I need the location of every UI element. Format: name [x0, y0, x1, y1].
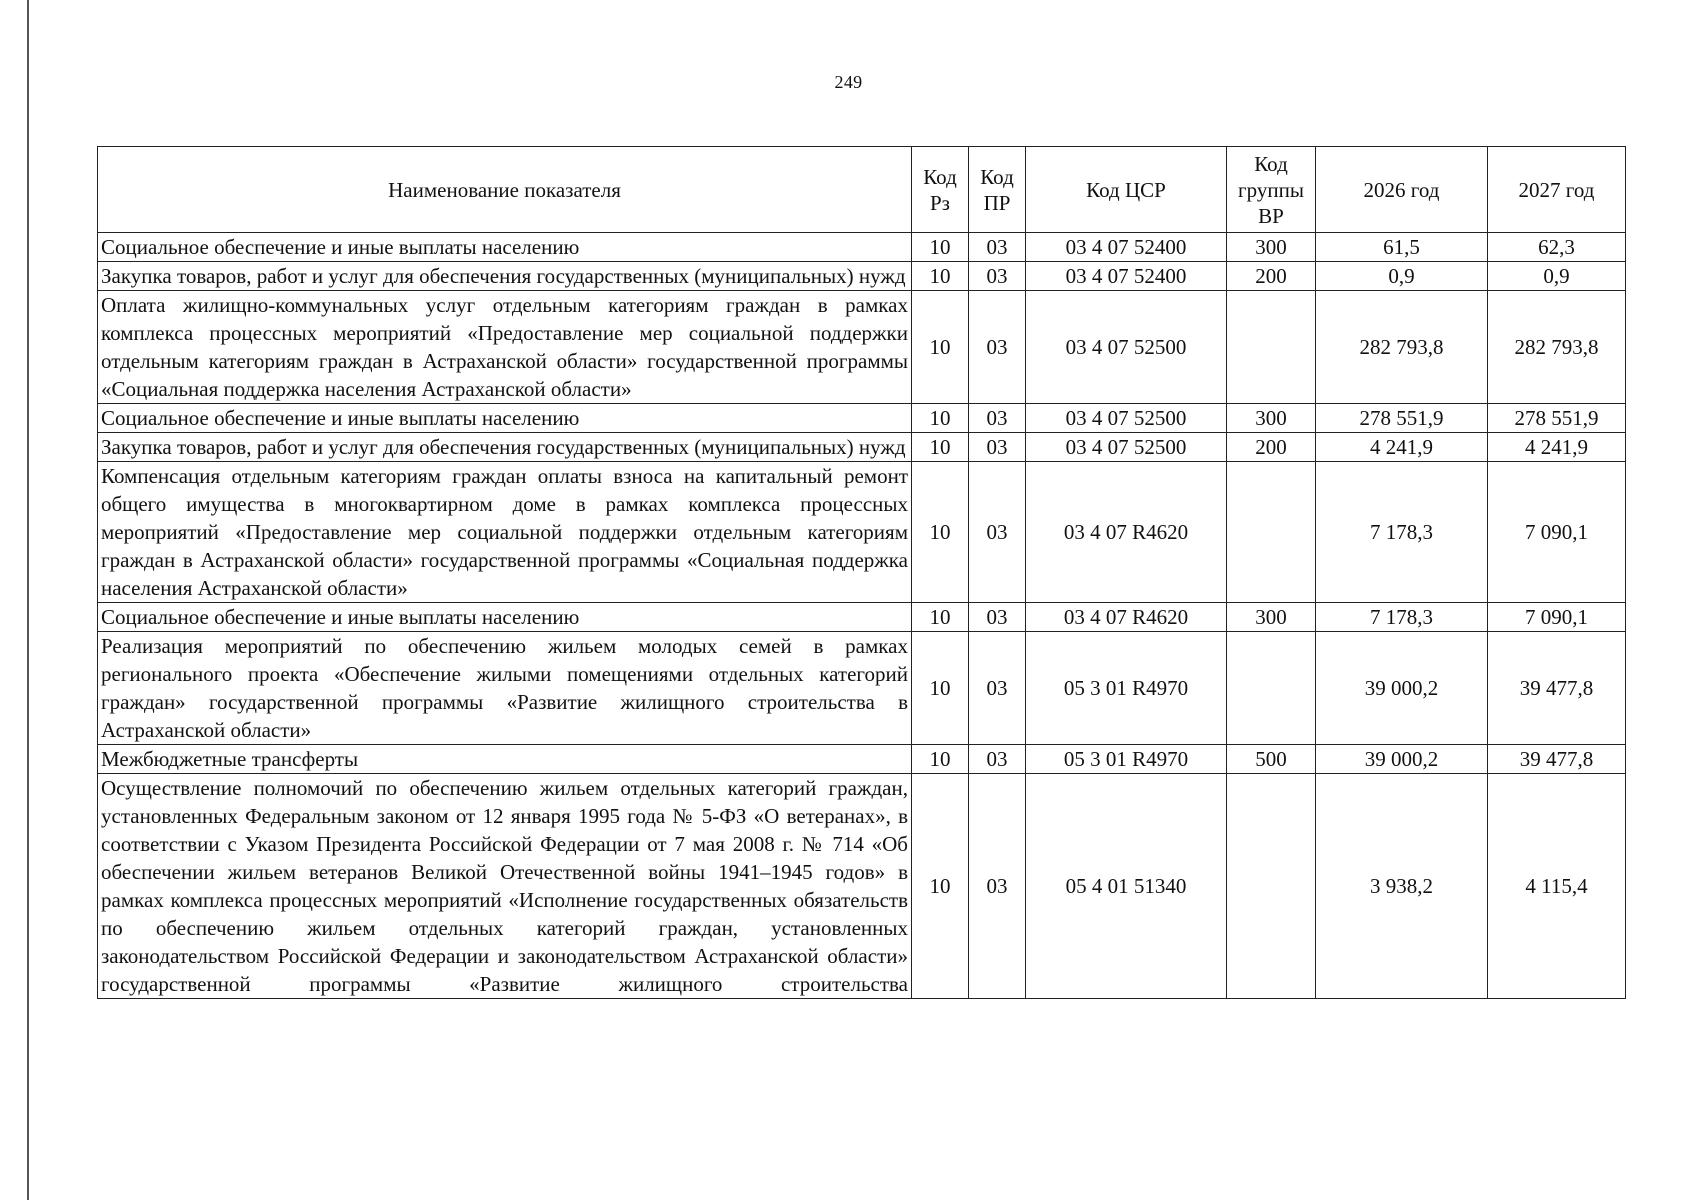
table-row	[98, 262, 1626, 291]
row-pr: 03	[969, 404, 1026, 433]
table-row	[98, 404, 1626, 433]
row-vr	[1227, 774, 1316, 999]
row-csr: 05 3 01 R4970	[1026, 632, 1227, 745]
row-name: Социальное обеспечение и иные выплаты населению	[98, 603, 912, 632]
table-row	[98, 632, 1626, 745]
row-vr: 500	[1227, 745, 1316, 774]
row-2026: 61,5	[1316, 233, 1488, 262]
row-vr	[1227, 632, 1316, 745]
budget-table	[97, 146, 1626, 999]
row-rz: 10	[912, 774, 969, 999]
row-2026: 282 793,8	[1316, 291, 1488, 404]
row-rz: 10	[912, 262, 969, 291]
row-2026: 39 000,2	[1316, 745, 1488, 774]
row-2026: 39 000,2	[1316, 632, 1488, 745]
header-pr: Код ПР	[969, 147, 1026, 233]
row-name: Межбюджетные трансферты	[98, 745, 912, 774]
row-rz: 10	[912, 462, 969, 603]
table-row	[98, 603, 1626, 632]
row-name: Оплата жилищно-коммунальных услуг отдельным категориям граждан в рамках комплекса процессных мероприятий «Предоставление мер социальной поддержки отдельным категориям граждан в Астраханской области» государственной программы «Социальная поддержка населения Астраханской области»	[98, 291, 912, 404]
row-rz: 10	[912, 745, 969, 774]
row-2026: 0,9	[1316, 262, 1488, 291]
row-vr	[1227, 462, 1316, 603]
header-rz: Код Рз	[912, 147, 969, 233]
row-csr: 03 4 07 R4620	[1026, 603, 1227, 632]
row-name: Социальное обеспечение и иные выплаты населению	[98, 233, 912, 262]
row-2027: 7 090,1	[1488, 462, 1626, 603]
row-2027: 62,3	[1488, 233, 1626, 262]
table-row	[98, 433, 1626, 462]
row-pr: 03	[969, 262, 1026, 291]
page-number: 249	[834, 72, 863, 92]
row-csr: 05 3 01 R4970	[1026, 745, 1227, 774]
row-csr: 03 4 07 52400	[1026, 262, 1227, 291]
row-rz: 10	[912, 433, 969, 462]
header-2027: 2027 год	[1488, 147, 1626, 233]
row-2027: 4 241,9	[1488, 433, 1626, 462]
row-2026: 4 241,9	[1316, 433, 1488, 462]
row-name: Закупка товаров, работ и услуг для обеспечения государственных (муниципальных) нужд	[98, 433, 912, 462]
row-csr: 03 4 07 52500	[1026, 291, 1227, 404]
row-vr: 200	[1227, 262, 1316, 291]
row-rz: 10	[912, 603, 969, 632]
row-pr: 03	[969, 433, 1026, 462]
row-2027: 282 793,8	[1488, 291, 1626, 404]
header-2026: 2026 год	[1316, 147, 1488, 233]
row-2026: 3 938,2	[1316, 774, 1488, 999]
header-vr: Код группы ВР	[1227, 147, 1316, 233]
row-rz: 10	[912, 404, 969, 433]
row-csr: 03 4 07 52500	[1026, 404, 1227, 433]
row-name: Осуществление полномочий по обеспечению жильем отдельных категорий граждан, установленных Федеральным законом от 12 января 1995 года № 5-ФЗ «О ветеранах», в соответствии с Указом Президента Российской Федерации от 7 мая 2008 г. № 714 «Об обеспечении жильем ветеранов Великой Отечественной войны 1941–1945 годов» в рамках комплекса процессных мероприятий «Исполнение государственных обязательств по обеспечению жильем отдельных категорий граждан, установленных законодательством Российской Федерации и законодательством Астраханской области» государственной программы «Развитие жилищного строительства	[98, 774, 912, 999]
row-csr: 03 4 07 52400	[1026, 233, 1227, 262]
row-pr: 03	[969, 745, 1026, 774]
table-row	[98, 774, 1626, 999]
row-csr: 05 4 01 51340	[1026, 774, 1227, 999]
row-name: Реализация мероприятий по обеспечению жильем молодых семей в рамках регионального проекта «Обеспечение жилыми помещениями отдельных категорий граждан» государственной программы «Развитие жилищного строительства в Астраханской области»	[98, 632, 912, 745]
row-pr: 03	[969, 603, 1026, 632]
row-2026: 7 178,3	[1316, 603, 1488, 632]
row-2027: 39 477,8	[1488, 745, 1626, 774]
table-row	[98, 745, 1626, 774]
row-name: Компенсация отдельным категориям граждан оплаты взноса на капитальный ремонт общего имущества в многоквартирном доме в рамках комплекса процессных мероприятий «Предоставление мер социальной поддержки отдельным категориям граждан в Астраханской области» государственной программы «Социальная поддержка населения Астраханской области»	[98, 462, 912, 603]
binding-margin-line	[27, 0, 29, 1200]
row-rz: 10	[912, 233, 969, 262]
row-pr: 03	[969, 291, 1026, 404]
row-vr	[1227, 291, 1316, 404]
table-row	[98, 462, 1626, 603]
row-vr: 300	[1227, 603, 1316, 632]
row-2026: 7 178,3	[1316, 462, 1488, 603]
row-pr: 03	[969, 632, 1026, 745]
row-name: Закупка товаров, работ и услуг для обеспечения государственных (муниципальных) нужд	[98, 262, 912, 291]
table-header-row	[98, 147, 1626, 233]
row-csr: 03 4 07 52500	[1026, 433, 1227, 462]
header-csr: Код ЦСР	[1026, 147, 1227, 233]
row-rz: 10	[912, 291, 969, 404]
row-name: Социальное обеспечение и иные выплаты населению	[98, 404, 912, 433]
row-csr: 03 4 07 R4620	[1026, 462, 1227, 603]
row-pr: 03	[969, 774, 1026, 999]
table-row	[98, 291, 1626, 404]
row-pr: 03	[969, 233, 1026, 262]
row-2027: 278 551,9	[1488, 404, 1626, 433]
row-2027: 39 477,8	[1488, 632, 1626, 745]
row-2027: 0,9	[1488, 262, 1626, 291]
row-pr: 03	[969, 462, 1026, 603]
row-vr: 200	[1227, 433, 1316, 462]
row-vr: 300	[1227, 404, 1316, 433]
row-vr: 300	[1227, 233, 1316, 262]
table-row	[98, 233, 1626, 262]
row-2027: 4 115,4	[1488, 774, 1626, 999]
header-name: Наименование показателя	[98, 147, 912, 233]
row-2026: 278 551,9	[1316, 404, 1488, 433]
row-2027: 7 090,1	[1488, 603, 1626, 632]
row-rz: 10	[912, 632, 969, 745]
